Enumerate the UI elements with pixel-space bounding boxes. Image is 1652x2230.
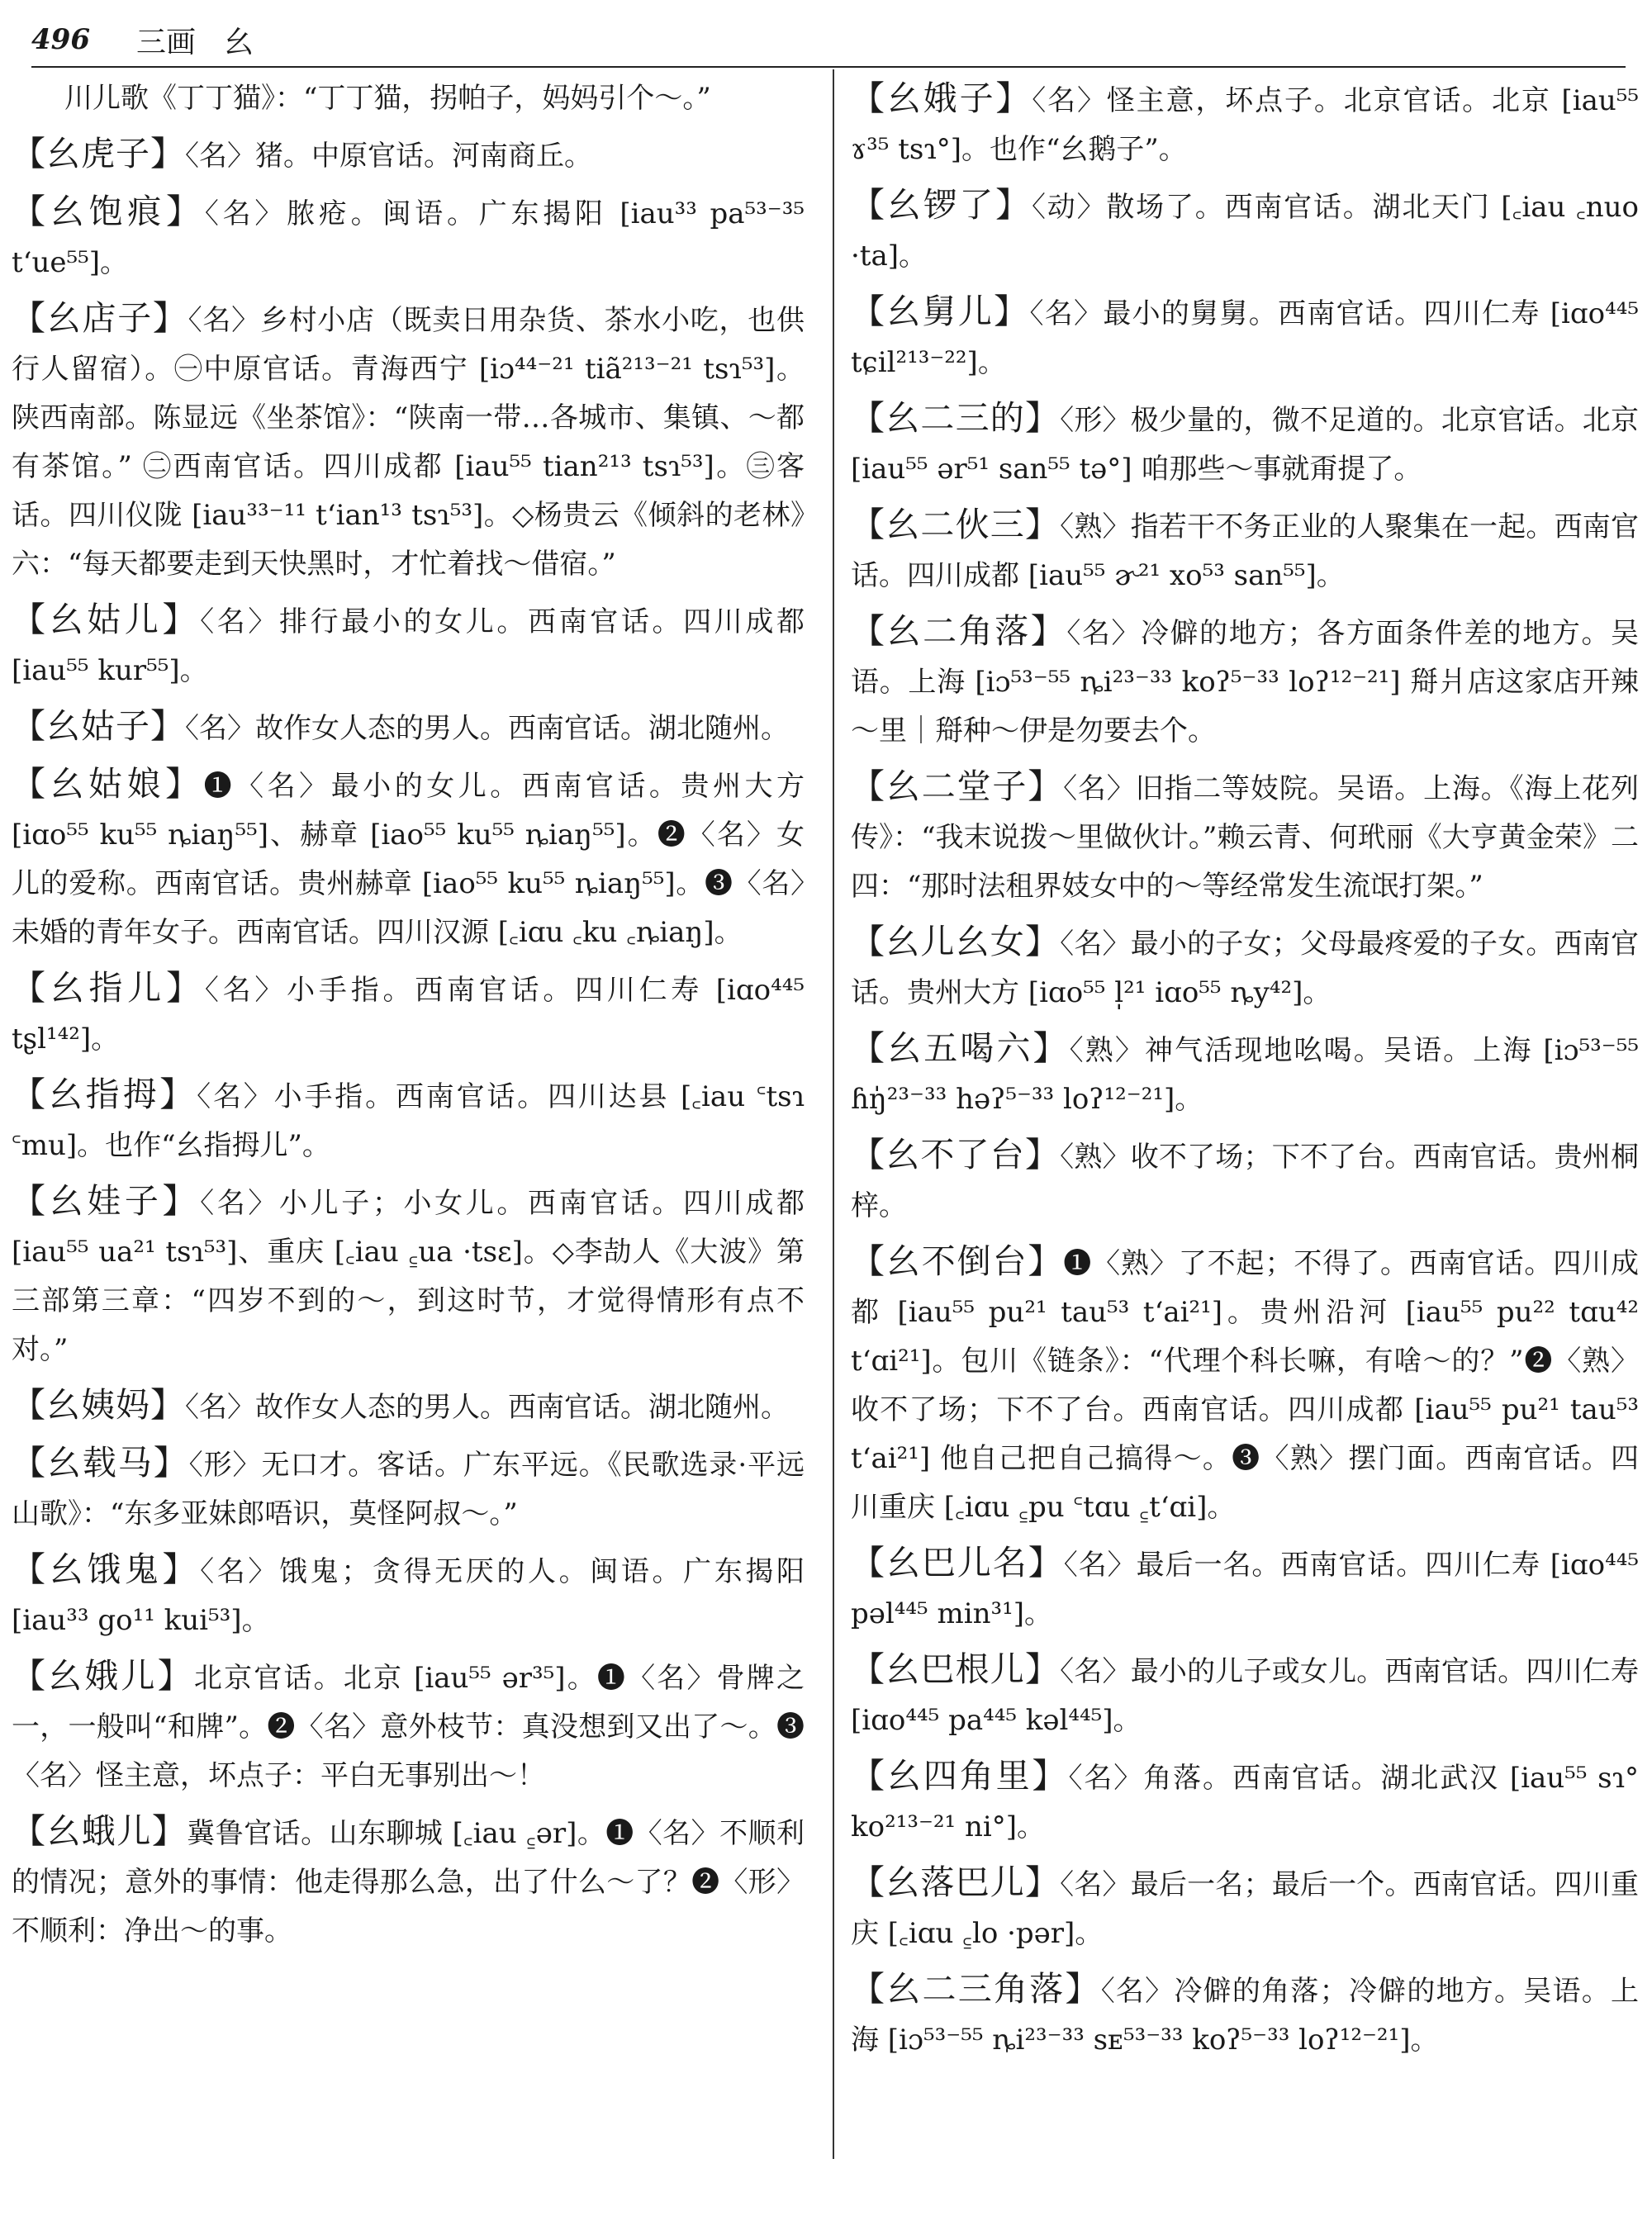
entry-headword: 【幺二堂子】 bbox=[851, 766, 1064, 806]
page-header bbox=[31, 17, 1626, 63]
entry-text: 〈名〉最小的舅舅。西南官话。四川仁寿 [iɑo⁴⁴⁵ tɕil²¹³⁻²²]。 bbox=[851, 297, 1640, 379]
entry-text: 〈名〉乡村小店（既卖日用杂货、茶水小吃，也供行人留宿）。㊀中原官话。青海西宁 [iɔ⁴⁴⁻²¹ tiã²¹³⁻²¹ tsɿ⁵³]。陕西南部。陈显远《坐茶馆》：“陕南一带…各城市、集镇、～都有茶馆。” ㊁西南官话。四川成都 [iau⁵⁵ tian²¹³ tsɿ⁵³]。㊂客话。四川仪陇 [iau³³⁻¹¹ t‘ian¹³ tsɿ⁵³]。◇杨贵云《倾斜的老林》六：“每天都要走到天快黑时，才忙着找～借宿。” bbox=[12, 304, 805, 581]
entry-headword: 【幺饱痕】 bbox=[12, 192, 205, 231]
entry-text: 〈名〉最小的子女；父母最疼爱的子女。西南官话。贵州大方 [iɑo⁵⁵ l̩²¹ iɑo⁵⁵ ȵy⁴²]。 bbox=[851, 928, 1640, 1009]
dictionary-entry bbox=[851, 1237, 1639, 1532]
entry-headword: 【幺二三的】 bbox=[851, 398, 1061, 438]
entry-headword: 【幺不倒台】 bbox=[851, 1241, 1064, 1281]
entry-headword: 【幺二三角落】 bbox=[851, 1969, 1101, 2009]
entry-text: 〈名〉旧指二等妓院。吴语。上海。《海上花列传》：“我末说拨～里做伙计。”赖云青、何玳丽《大亨黄金荣》二四：“那时法租界妓女中的～等经常发生流氓打架。” bbox=[851, 772, 1639, 903]
entry-headword: 【幺姑娘】 bbox=[12, 764, 204, 804]
entry-text: 冀鲁官话。山东聊城 [꜀iau ꜁ər]。❶〈名〉不顺利的情况；意外的事情：他走得那么急，出了什么～了？❷〈形〉不顺利：净出～的事。 bbox=[12, 1817, 805, 1948]
page-number: 496 bbox=[31, 23, 90, 56]
entry-headword: 【幺五喝六】 bbox=[851, 1028, 1070, 1068]
dictionary-entry bbox=[12, 1807, 805, 1956]
dictionary-entry bbox=[851, 501, 1639, 600]
dictionary-entry bbox=[851, 762, 1639, 911]
entry-text: 〈名〉故作女人态的男人。西南官话。湖北随州。 bbox=[185, 1391, 789, 1424]
dictionary-entry bbox=[851, 1858, 1639, 1958]
dictionary-entry bbox=[851, 287, 1639, 387]
entry-headword: 【幺姨妈】 bbox=[12, 1385, 185, 1425]
entry-text: 〈名〉冷僻的地方；各方面条件差的地方。吴语。上海 [iɔ⁵³⁻⁵⁵ ȵi²³⁻³³ koʔ⁵⁻³³ loʔ¹²⁻²¹] 搿爿店这家店开辣～里｜搿种～伊是勿要去个。 bbox=[851, 617, 1639, 747]
dictionary-entry bbox=[851, 1539, 1639, 1639]
right-column bbox=[851, 74, 1639, 2071]
entry-text: 〈名〉最小的儿子或女儿。西南官话。四川仁寿 [iɑo⁴⁴⁵ pa⁴⁴⁵ kəl⁴⁴⁵]。 bbox=[851, 1655, 1640, 1737]
entry-headword: 【幺巴根儿】 bbox=[851, 1649, 1061, 1689]
entry-text: 〈名〉排行最小的女儿。西南官话。四川成都 [iau⁵⁵ kur⁵⁵]。 bbox=[12, 605, 805, 687]
left-column bbox=[12, 74, 805, 1962]
entry-headword: 【幺二角落】 bbox=[851, 611, 1067, 651]
entry-text: 〈名〉小儿子；小女儿。西南官话。四川成都 [iau⁵⁵ ua²¹ tsɿ⁵³]、重庆 [꜀iau ꜁ua ·tsɛ]。◇李劼人《大波》第三部第三章：“四岁不到的～，到这时节，才觉得情形有点不对。” bbox=[12, 1187, 805, 1366]
entry-text: 〈形〉极少量的，微不足道的。北京官话。北京 [iau⁵⁵ ər⁵¹ san⁵⁵ tə°] 咱那些～事就甭提了。 bbox=[851, 404, 1640, 486]
entry-headword: 【幺店子】 bbox=[12, 298, 188, 338]
dictionary-entry bbox=[12, 187, 805, 287]
dictionary-entry bbox=[12, 294, 805, 589]
entry-text: 〈名〉小手指。西南官话。四川仁寿 [iɑo⁴⁴⁵ tʂl¹⁴²]。 bbox=[12, 974, 805, 1056]
dictionary-entry bbox=[12, 1439, 805, 1539]
dictionary-entry bbox=[12, 595, 805, 695]
entry-text: 〈熟〉神气活现地吆喝。吴语。上海 [iɔ⁵³⁻⁵⁵ ɦŋ̍²³⁻³³ həʔ⁵⁻³³ loʔ¹²⁻²¹]。 bbox=[851, 1034, 1640, 1116]
dictionary-entry bbox=[12, 702, 805, 753]
entry-text: 〈形〉无口才。客话。广东平远。《民歌选录·平远山歌》：“东多亚妹郎唔识，莫怪阿叔～。” bbox=[12, 1449, 805, 1530]
entry-text: 北京官话。北京 [iau⁵⁵ ər³⁵]。❶〈名〉骨牌之一，一般叫“和牌”。❷〈名〉意外枝节：真没想到又出了～。❸〈名〉怪主意，坏点子：平白无事别出～！ bbox=[12, 1662, 805, 1792]
dictionary-entry bbox=[12, 1177, 805, 1374]
radical-label: 幺 bbox=[224, 25, 254, 59]
entry-text: ❶〈熟〉了不起；不得了。西南官话。四川成都 [iau⁵⁵ pu²¹ tau⁵³ t‘ai²¹]。贵州沿河 [iau⁵⁵ pu²² tɑu⁴² t‘ɑi²¹]。包川《链条》：“代理个科长嘛，有啥～的？”❷〈熟〉收不了场；下不了台。西南官话。四川成都 [iau⁵⁵ pu²¹ tau⁵³ t‘ai²¹] 他自己把自己搞得～。❸〈熟〉摆门面。西南官话。四川重庆 [꜀iɑu ꜁pu ꜂tɑu ꜁t‘ɑi]。 bbox=[851, 1247, 1639, 1524]
entry-text: 〈名〉冷僻的角落；冷僻的地方。吴语。上海 [iɔ⁵³⁻⁵⁵ ȵi²³⁻³³ sᴇ⁵³⁻³³ koʔ⁵⁻³³ loʔ¹²⁻²¹]。 bbox=[851, 1975, 1640, 2057]
entry-text: 〈名〉饿鬼；贪得无厌的人。闽语。广东揭阳 [iau³³ go¹¹ kui⁵³]。 bbox=[12, 1555, 805, 1637]
entry-headword: 【幺指儿】 bbox=[12, 968, 205, 1008]
dictionary-entry bbox=[851, 74, 1639, 174]
entry-text: 〈名〉角落。西南官话。湖北武汉 [iau⁵⁵ sɿ° ko²¹³⁻²¹ ni°]。 bbox=[851, 1762, 1640, 1843]
entry-headword: 【幺娥子】 bbox=[851, 78, 1032, 118]
entry-headword: 【幺指拇】 bbox=[12, 1075, 197, 1114]
entry-text: 〈熟〉收不了场；下不了台。西南官话。贵州桐梓。 bbox=[851, 1141, 1640, 1222]
dictionary-entry bbox=[851, 918, 1639, 1018]
entry-text: ❶〈名〉最小的女儿。西南官话。贵州大方 [iɑo⁵⁵ ku⁵⁵ ȵiaŋ⁵⁵]、赫章 [iao⁵⁵ ku⁵⁵ ȵiaŋ⁵⁵]。❷〈名〉女儿的爱称。西南官话。贵州赫章 [iao⁵⁵ ku⁵⁵ ȵiaŋ⁵⁵]。❸〈名〉未婚的青年女子。西南官话。四川汉源 [꜀iɑu ꜀ku ꜀ȵiaŋ]。 bbox=[12, 770, 805, 949]
entry-headword: 【幺不了台】 bbox=[851, 1135, 1061, 1174]
entry-text: 〈名〉故作女人态的男人。西南官话。湖北随州。 bbox=[185, 712, 789, 745]
dictionary-entry bbox=[12, 1652, 805, 1801]
entry-text: 〈名〉最后一名；最后一个。西南官话。四川重庆 [꜀iɑu ꜁lo ·pər]。 bbox=[851, 1868, 1640, 1950]
dictionary-entry bbox=[851, 607, 1639, 756]
entry-headword: 【幺娃子】 bbox=[12, 1181, 201, 1221]
header-rule bbox=[31, 66, 1626, 68]
dictionary-entry bbox=[851, 1131, 1639, 1231]
entry-text: 川儿歌《丁丁猫》：“丁丁猫，拐帕子，妈妈引个～。” bbox=[64, 82, 711, 115]
entry-headword: 【幺姑儿】 bbox=[12, 600, 201, 639]
entry-text: 〈熟〉指若干不务正业的人聚集在一起。西南官话。四川成都 [iau⁵⁵ ɚ²¹ xo⁵³ san⁵⁵]。 bbox=[851, 510, 1640, 592]
dictionary-entry bbox=[851, 1965, 1639, 2065]
entry-headword: 【幺巴儿名】 bbox=[851, 1543, 1064, 1582]
dictionary-entry bbox=[851, 181, 1639, 281]
column-divider bbox=[833, 69, 834, 2159]
dictionary-entry bbox=[12, 1070, 805, 1170]
entry-headword: 【幺四角里】 bbox=[851, 1756, 1069, 1796]
dictionary-entry bbox=[851, 1024, 1639, 1124]
entry-headword: 【幺二伙三】 bbox=[851, 505, 1061, 544]
entry-text: 〈名〉小手指。西南官话。四川达县 [꜀iau ꜂tsɿ ꜂mu]。也作“幺指拇儿”。 bbox=[12, 1080, 805, 1162]
dictionary-entry bbox=[12, 1381, 805, 1432]
stroke-label: 三画 bbox=[135, 25, 196, 59]
dictionary-entry bbox=[12, 760, 805, 957]
entry-headword: 【幺蛾儿】 bbox=[12, 1811, 188, 1851]
dictionary-entry bbox=[12, 1545, 805, 1645]
dictionary-entry bbox=[12, 74, 805, 123]
dictionary-entry bbox=[851, 394, 1639, 494]
entry-text: 〈名〉最后一名。西南官话。四川仁寿 [iɑo⁴⁴⁵ pəl⁴⁴⁵ min³¹]。 bbox=[851, 1549, 1639, 1630]
entry-headword: 【幺锣了】 bbox=[851, 185, 1032, 225]
entry-headword: 【幺儿幺女】 bbox=[851, 922, 1061, 961]
entry-headword: 【幺虎子】 bbox=[12, 134, 185, 173]
entry-headword: 【幺落巴儿】 bbox=[851, 1862, 1061, 1902]
entry-headword: 【幺载马】 bbox=[12, 1443, 189, 1483]
entry-headword: 【幺姑子】 bbox=[12, 706, 185, 746]
entry-headword: 【幺娥儿】 bbox=[12, 1656, 194, 1696]
entry-headword: 【幺饿鬼】 bbox=[12, 1549, 201, 1589]
entry-text: 〈动〉散场了。西南官话。湖北天门 [꜀iau ꜀nuo ·ta]。 bbox=[851, 191, 1640, 273]
dictionary-entry bbox=[12, 130, 805, 181]
entry-headword: 【幺舅儿】 bbox=[851, 292, 1030, 331]
dictionary-entry bbox=[851, 1645, 1639, 1745]
dictionary-entry bbox=[851, 1752, 1639, 1852]
entry-text: 〈名〉脓疮。闽语。广东揭阳 [iau³³ pa⁵³⁻³⁵ t‘ue⁵⁵]。 bbox=[12, 197, 805, 279]
entry-text: 〈名〉怪主意，坏点子。北京官话。北京 [iau⁵⁵ ɤ³⁵ tsɿ°]。也作“幺鹅子”。 bbox=[851, 84, 1639, 166]
dictionary-entry bbox=[12, 964, 805, 1064]
entry-text: 〈名〉猪。中原官话。河南商丘。 bbox=[185, 140, 592, 173]
